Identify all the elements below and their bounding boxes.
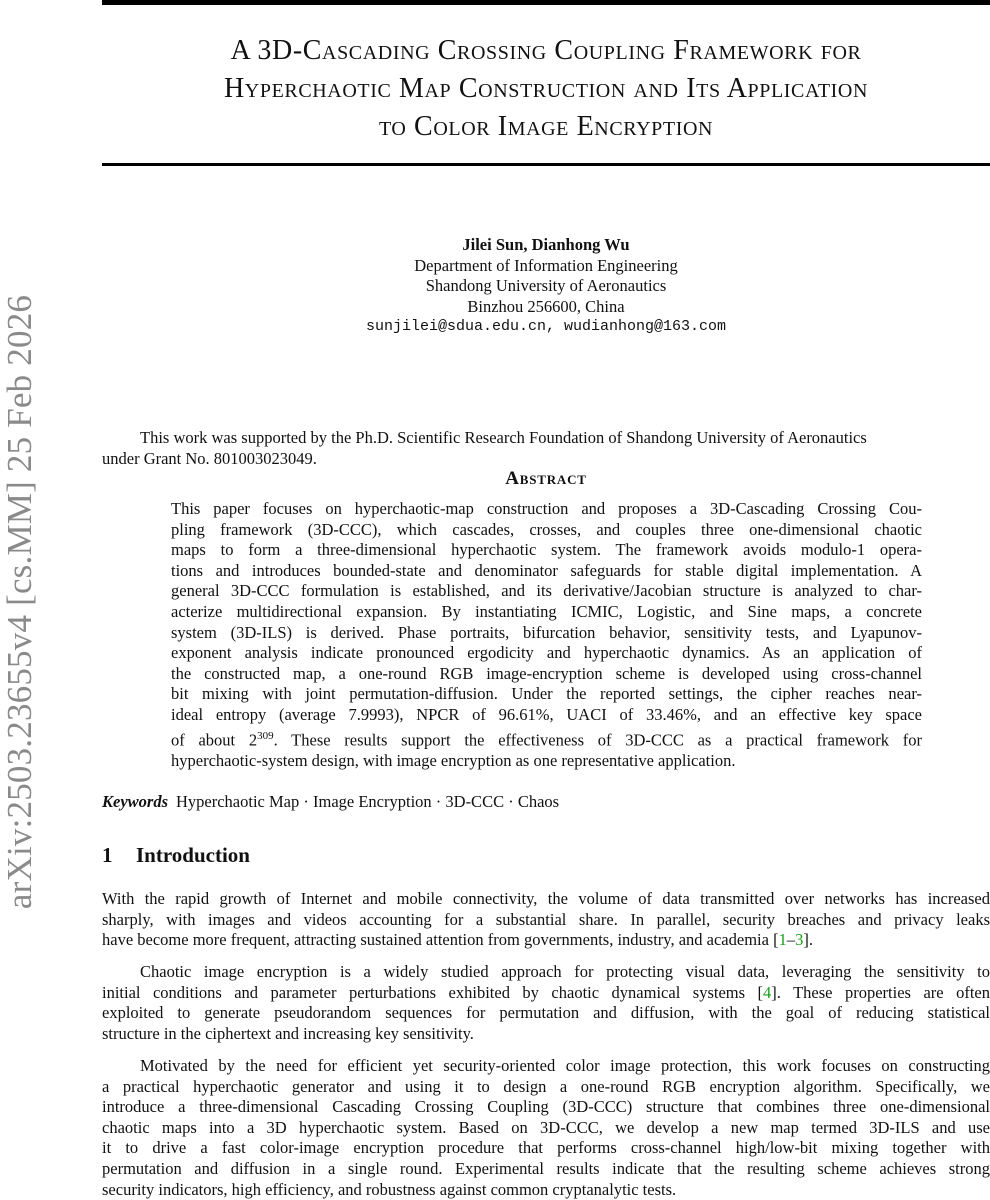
paragraph-line [102, 930, 990, 951]
intro-paragraph-2 [102, 962, 990, 1044]
title-rule-top [102, 0, 990, 5]
funding-note [102, 428, 990, 469]
citation-link[interactable]: 1 [778, 930, 787, 950]
abstract-heading: Abstract [505, 468, 587, 489]
paragraph-line: permutation and diffusion in a single round. Experimental results indicate that the resulting scheme achieves strong [102, 1158, 990, 1178]
arxiv-stamp-text: arXiv:2503.23655v4 [cs.MM] 25 Feb 2026 [0, 294, 40, 910]
paragraph-line: Chaotic image encryption is a widely studied approach for protecting visual data, leveraging the sensitivity to [140, 962, 990, 981]
paragraph-line: chaotic maps into a 3D hyperchaotic system. Based on 3D-CCC, we develop a new map termed 3D-ILS and use [102, 1117, 990, 1137]
paragraph-text: have become more frequent, attracting sustained attention from governments, industry, and academia [ [102, 930, 779, 950]
abstract-body [171, 499, 922, 771]
intro-paragraph-3 [102, 1056, 990, 1200]
keyspace-prefix: of about 2 [171, 730, 258, 750]
abstract-line: ideal entropy (average 7.9993), NPCR of 96.61%, UACI of 33.46%, and an effective key space [171, 704, 922, 724]
author-names: Jilei Sun, Dianhong Wu [462, 235, 630, 254]
section-title: Introduction [136, 843, 250, 867]
keywords-text: Hyperchaotic Map · Image Encryption · 3D-CCC · Chaos [176, 792, 560, 811]
paragraph-line: structure in the ciphertext and increasing key sensitivity. [102, 1023, 474, 1043]
abstract-line: maps to form a three-dimensional hyperchaotic system. The framework avoids modulo-1 opera- [171, 540, 922, 560]
paragraph-line: it to drive a fast color-image encryption procedure that performs cross-channel high/low-bit mixing together with [102, 1138, 990, 1158]
abstract-line: general 3D-CCC formulation is established, and its derivative/Jacobian structure is analyzed to char- [171, 581, 922, 601]
paper-title [102, 32, 990, 146]
intro-paragraph-1 [102, 889, 990, 951]
author-block [102, 235, 990, 338]
paragraph-line: a practical hyperchaotic generator and using it to design a one-round RGB encryption algorithm. Specifically, we [102, 1076, 990, 1096]
keyspace-suffix: . These results support the effectiveness of 3D-CCC as a practical framework for [273, 730, 922, 750]
title-line: to Color Image Encryption [378, 111, 714, 142]
author-emails: sunjilei@sdua.edu.cn, wudianhong@163.com [365, 318, 727, 335]
paragraph-line: With the rapid growth of Internet and mobile connectivity, the volume of data transmitted over networks has increased [102, 889, 990, 908]
abstract-line: hyperchaotic-system design, with image encryption as one representative application. [171, 750, 736, 770]
paragraph-text: ]. These properties are often [771, 982, 990, 1002]
abstract-line: system (3D-ILS) is derived. Phase portraits, bifurcation behavior, sensitivity tests, and Lyapunov- [171, 622, 922, 642]
abstract-line: This paper focuses on hyperchaotic-map construction and proposes a 3D-Cascading Crossing Cou- [171, 499, 922, 518]
citation-link[interactable]: 4 [763, 982, 772, 1002]
paragraph-line: security indicators, high efficiency, and robustness against common cryptanalytic tests. [102, 1179, 677, 1199]
paragraph-line: exploited to generate pseudorandom sequences for permutation and diffusion, with the goal of reducing statistical [102, 1003, 990, 1023]
title-line: A 3D-Cascading Crossing Coupling Framework for [230, 35, 862, 66]
citation-separator: – [786, 930, 796, 950]
author-university: Shandong University of Aeronautics [425, 276, 667, 295]
abstract-line: tions and introduces bounded-state and denominator safeguards for stable digital implementation. A [171, 560, 922, 580]
abstract-keyspace-line [171, 726, 922, 751]
keyspace-exponent: 309 [257, 729, 274, 742]
paragraph-line [102, 983, 990, 1004]
abstract-line: pling framework (3D-CCC), which cascades, crosses, and couples three one-dimensional chaotic [171, 519, 922, 539]
title-line: Hyperchaotic Map Construction and Its Application [223, 73, 868, 104]
abstract-line: the constructed map, a one-round RGB image-encryption scheme is developed using cross-channel [171, 663, 922, 683]
abstract-line: acterize multidirectional expansion. By instantiating ICMIC, Logistic, and Sine maps, a concrete [171, 601, 922, 621]
paragraph-line: introduce a three-dimensional Cascading Crossing Coupling (3D-CCC) structure that combines three one-dimensional [102, 1097, 990, 1117]
paragraph-line: Motivated by the need for efficient yet security-oriented color image protection, this work focuses on constructing [140, 1056, 990, 1075]
author-address: Binzhou 256600, China [467, 296, 625, 316]
section-heading-introduction [102, 843, 250, 868]
keywords [102, 792, 990, 812]
title-rule-bottom [102, 163, 990, 166]
arxiv-stamp [0, 262, 40, 942]
abstract-line: bit mixing with joint permutation-diffusion. Under the reported settings, the cipher reaches near- [171, 684, 922, 704]
section-number: 1 [102, 843, 113, 867]
funding-line: This work was supported by the Ph.D. Scientific Research Foundation of Shandong University of Aeronautics [140, 428, 867, 447]
paragraph-line: sharply, with images and videos accounting for a substantial share. In parallel, security breaches and privacy leaks [102, 909, 990, 929]
abstract-line: exponent analysis indicate pronounced ergodicity and hyperchaotic dynamics. As an application of [171, 643, 922, 663]
paragraph-text: initial conditions and parameter perturbations exhibited by chaotic dynamical systems [ [102, 982, 764, 1002]
keywords-label: Keywords [102, 792, 168, 811]
funding-line: under Grant No. 801003023049. [102, 448, 317, 468]
citation-link[interactable]: 3 [795, 930, 804, 950]
author-department: Department of Information Engineering [414, 255, 678, 275]
paragraph-text: ]. [803, 930, 813, 950]
